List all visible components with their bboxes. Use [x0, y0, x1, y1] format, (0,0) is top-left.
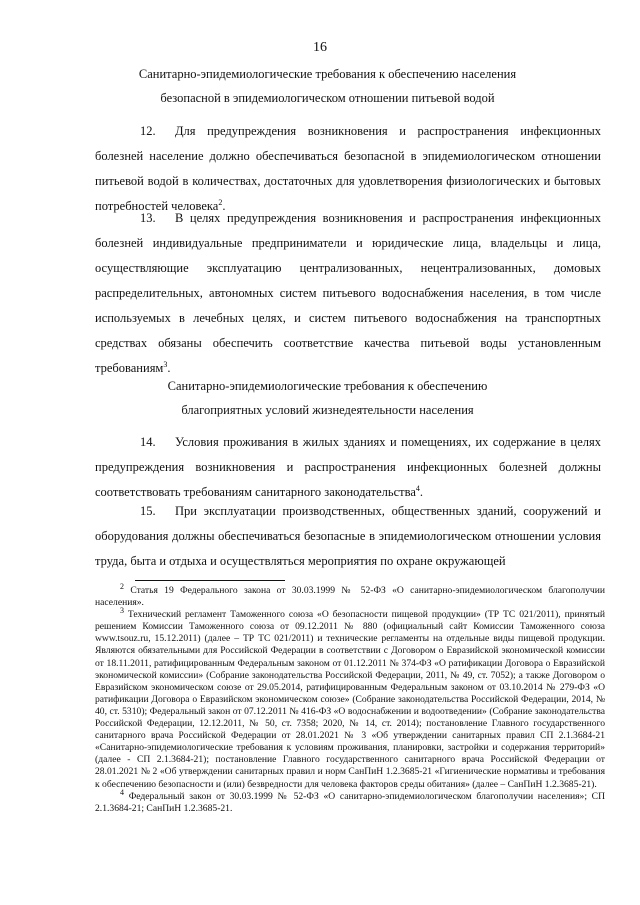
footnote-text: Федеральный закон от 30.03.1999 № 52-ФЗ «О санитарно-эпидемиологическом благополучии населения»; СП 2.1.3684-21; СанПиН 1.2.3685-21. — [95, 790, 605, 814]
footnotes — [95, 581, 605, 815]
paragraph-end: . — [167, 361, 171, 375]
footnote-separator — [135, 580, 285, 581]
footnote-2 — [95, 581, 605, 609]
footnote-3 — [95, 606, 605, 790]
footnote-text: Технический регламент Таможенного союза «О безопасности пищевой продукции» (ТР ТС 021/2011), принятый решением Комиссии Таможенного союза от 09.12.2011 № 880 (официальный сайт Комиссии Таможенного союза www.tsouz.ru, 15.12.2011) (далее – ТР ТС 021/2011) и технические регламенты на отдельные виды пищевой продукции. Являются обязательными для Российской Федерации в соответствии с Договором о Евразийской экономической комиссии от 18.11.2011, ратифицированным Федеральным законом от 01.12.2011 № 374-ФЗ «О ратификации Договора о Евразийской экономической комиссии» (Собрание законодательства Российской Федерации, 2011, № 49, ст. 7052); а также Договором о Евразийском экономическом союзе от 29.05.2014, ратифицированным Федеральным законом от 03.10.2014 № 279-ФЗ «О ратификации Договора о Евразийском экономическом союзе» (Собрание законодательства Российской Федерации, 2014, № 40, ст. 5310); Федеральный закон от 07.12.2011 № 416-ФЗ «О водоснабжении и водоотведении» (Собрание законодательства Российской Федерации, 12.12.2011, № 50, ст. 7358; 2020, № 14, ст. 2014); постановление Главного государственного санитарного врача Российской Федерации от 28.01.2021 № 3 «Об утверждении санитарных правил СП 2.1.3684-21 «Санитарно-эпидемиологические требования к условиям проживания, планировки, застройки и содержания территорий» (далее - СП 2.1.3684-21); постановление Главного государственного санитарного врача Российской Федерации от 28.01.2021 № 2 «Об утверждении санитарных правил и норм СанПиН 1.2.3685-21 «Гигиенические нормативы и требования к обеспечению безопасности и (или) безвредности для человека факторов среды обитания» (далее – СанПиН 1.2.3685-21). — [95, 609, 605, 790]
heading-line: безопасной в эпидемиологическом отношении питьевой водой — [160, 91, 495, 105]
paragraph-number: 15. — [140, 504, 156, 518]
paragraph-text: При эксплуатации производственных, общественных зданий, сооружений и оборудования должны обеспечиваться безопасные в эпидемиологическом отношении условия труда, быта и отдыха и осуществляться мероприятия по охране окружающей — [95, 504, 601, 568]
paragraph-text: Условия проживания в жилых зданиях и помещениях, их содержание в целях предупреждения возникновения и распространения инфекционных болезней должны соответствовать требованиям санитарного законодательства — [95, 435, 601, 499]
paragraph-number: 12. — [140, 124, 156, 138]
paragraph-13 — [95, 206, 601, 381]
footnote-marker: 2 — [120, 581, 124, 591]
heading-line: Санитарно-эпидемиологические требования к обеспечению населения — [138, 67, 517, 81]
section-heading-living-conditions — [95, 374, 560, 422]
paragraph-number: 13. — [140, 211, 156, 225]
heading-line: Санитарно-эпидемиологические требования к обеспечению — [167, 379, 488, 393]
section-heading-drinking-water — [95, 62, 560, 110]
page-number: 16 — [313, 40, 327, 55]
footnote-4 — [95, 787, 605, 815]
paragraph-number: 14. — [140, 435, 156, 449]
footnote-marker: 4 — [120, 787, 124, 797]
paragraph-end: . — [222, 199, 226, 213]
paragraph-text: В целях предупреждения возникновения и распространения инфекционных болезней индивидуальные предприниматели и юридические лица, владельцы и лица, осуществляющие эксплуатацию централизованных, нецентрализованных, домовых распределительных, автономных систем питьевого водоснабжения населения, в том числе используемых в лечебных целях, и систем питьевого водоснабжения на транспортных средствах обязаны обеспечить соответствие качества питьевой воды установленным требованиям — [95, 211, 601, 375]
footnote-ref[interactable]: 2 — [218, 197, 223, 207]
paragraph-text: Для предупреждения возникновения и распространения инфекционных болезней население должно обеспечиваться безопасной в эпидемиологическом отношении питьевой водой в количествах, достаточных для удовлетворения физиологических и бытовых потребностей человека — [95, 124, 601, 213]
paragraph-14 — [95, 430, 601, 505]
paragraph-12 — [95, 119, 601, 219]
footnote-ref[interactable]: 3 — [163, 359, 168, 369]
footnote-text: Статья 19 Федерального закона от 30.03.1999 № 52-ФЗ «О санитарно-эпидемиологическом благополучии населения». — [95, 585, 605, 609]
heading-line: благоприятных условий жизнедеятельности населения — [181, 403, 474, 417]
footnote-ref[interactable]: 4 — [415, 483, 420, 493]
paragraph-15 — [95, 499, 601, 574]
paragraph-end: . — [419, 485, 424, 499]
footnote-marker: 3 — [120, 606, 124, 615]
